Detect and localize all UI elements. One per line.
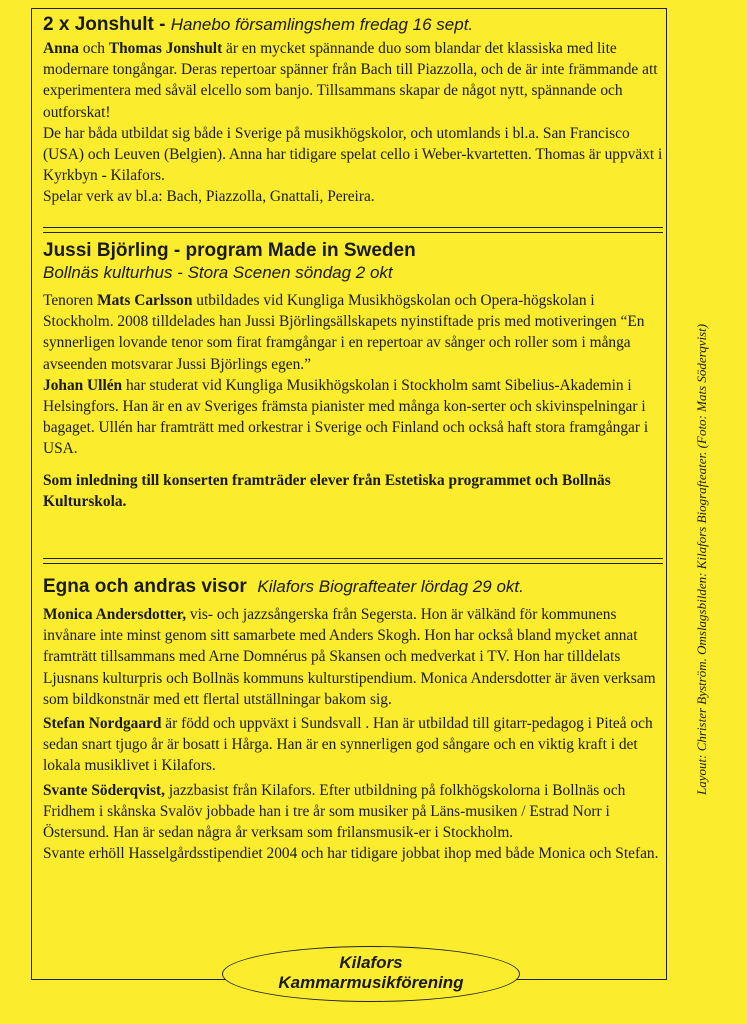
double-divider — [43, 558, 663, 564]
performer-name: Svante Söderqvist, — [43, 781, 166, 799]
section-title: Egna och andras visor Kilafors Biografteater lördag 29 okt. — [43, 576, 524, 597]
paragraph: Stefan Nordgaard är född och uppväxt i Sundsvall . Han är utbildad till gitarr-pedagog i Piteå och sedan snart tjugo år är bosatt i Hårga. Han är en synnerligen god sångare och en viktig kraft i det lokala musiklivet i Kilafors. — [43, 715, 653, 775]
paragraph: Johan Ullén har studerat vid Kungliga Musikhögskolan i Stockholm samt Sibelius-Akademin i Helsingfors. Han är en av Sveriges främsta pianister med många kon-serter och skivinspelningar i bagaget. Ullén har framträtt med orkestrar i Sverige och Finland och också haft stora framgångar i USA. — [43, 376, 649, 458]
section-jussi-bjorling — [43, 240, 663, 512]
performer-name: Anna — [43, 40, 79, 57]
performer-name: Stefan Nordgaard — [43, 715, 162, 733]
performer-name: Monica Andersdotter, — [43, 606, 187, 623]
association-logo — [222, 946, 520, 1002]
paragraph: Anna och Thomas Jonshult är en mycket spännande duo som blandar det klassiska med lite modernare tongångar. Deras repertoar spänner från Bach till Piazzolla, och de är inte främmande att experimentera med såväl elcello som banjo. Tillsammans skapar de något nytt, spännande och outforskat! — [43, 40, 658, 121]
paragraph: Svante Söderqvist, jazzbasist från Kilafors. Efter utbildning på folkhögskolorna i Bollnäs och Fridhem i skånska Svalöv jobbade han i tre år som musiker på Läns-musiken / Estrad Norr i Östersund. Han är sedan några år verksam som frilansmusik-er i Stockholm. — [43, 781, 626, 842]
section-jonshult — [43, 14, 663, 208]
paragraph: Monica Andersdotter, vis- och jazzsångerska från Segersta. Hon är välkänd för kommunens invånare inte minst genom sitt samarbete med Anders Skogh. Hon har också bland mycket annat framträtt tillsammans med Arne Domnérus på Skansen och medverkat i TV. Hon har tilldelats Ljusnans kulturpris och Bollnäs kommuns kulturstipendium. Monica Andersdotter är även verksam som bildkonstnär med ett flertal utställningar bakom sig. — [43, 606, 656, 708]
section-title: Jussi Björling - program Made in Sweden — [43, 240, 416, 261]
paragraph: De har båda utbildat sig både i Sverige på musikhögskolor, och utomlands i bl.a. San Francisco (USA) och Leuven (Belgien). Anna har tidigare spelat cello i Weber-kvartetten. Thomas är uppväxt i Kyrkbyn - Kilafors. — [43, 124, 663, 185]
logo-line: Kammarmusikförening — [278, 973, 464, 992]
performer-name: Mats Carlsson — [97, 292, 193, 309]
paragraph-note: Som inledning till konserten framträder elever från Estetiska programmet och Bollnäs Kulturskola. — [43, 471, 611, 510]
logo-line: Kilafors — [339, 953, 403, 972]
section-venue: Bollnäs kulturhus - Stora Scenen söndag 2 okt — [43, 263, 393, 282]
performer-name: Thomas Jonshult — [108, 40, 223, 57]
section-egna-visor — [43, 576, 663, 864]
performer-name: Johan Ullén — [43, 376, 123, 394]
side-credit: Layout: Christer Byström. Omslagsbilden: Kilafors Biografteater. (Foto: Mats Söderqvist) — [694, 323, 709, 795]
section-venue: Kilafors Biografteater lördag 29 okt. — [257, 577, 524, 596]
section-venue: Hanebo församlingshem fredag 16 sept. — [170, 15, 474, 34]
paragraph: Tenoren Mats Carlsson utbildades vid Kungliga Musikhögskolan och Opera-högskolan i Stockholm. 2008 tilldelades han Jussi Björlingsällskapets nyinstiftade pris med motiveringen “En synnerligen lovande tenor som firat framgångar i en repertoar av sånger och roller som i många avseenden motsvarar Jussi Björlings egen.” — [43, 292, 645, 373]
double-divider — [43, 227, 663, 233]
paragraph: Spelar verk av bl.a: Bach, Piazzolla, Gnattali, Pereira. — [43, 188, 375, 206]
section-title: 2 x Jonshult - Hanebo församlingshem fredag 16 sept. — [43, 14, 474, 35]
paragraph: Svante erhöll Hasselgårdsstipendiet 2004 och har tidigare jobbat ihop med både Monica och Stefan. — [43, 845, 659, 863]
